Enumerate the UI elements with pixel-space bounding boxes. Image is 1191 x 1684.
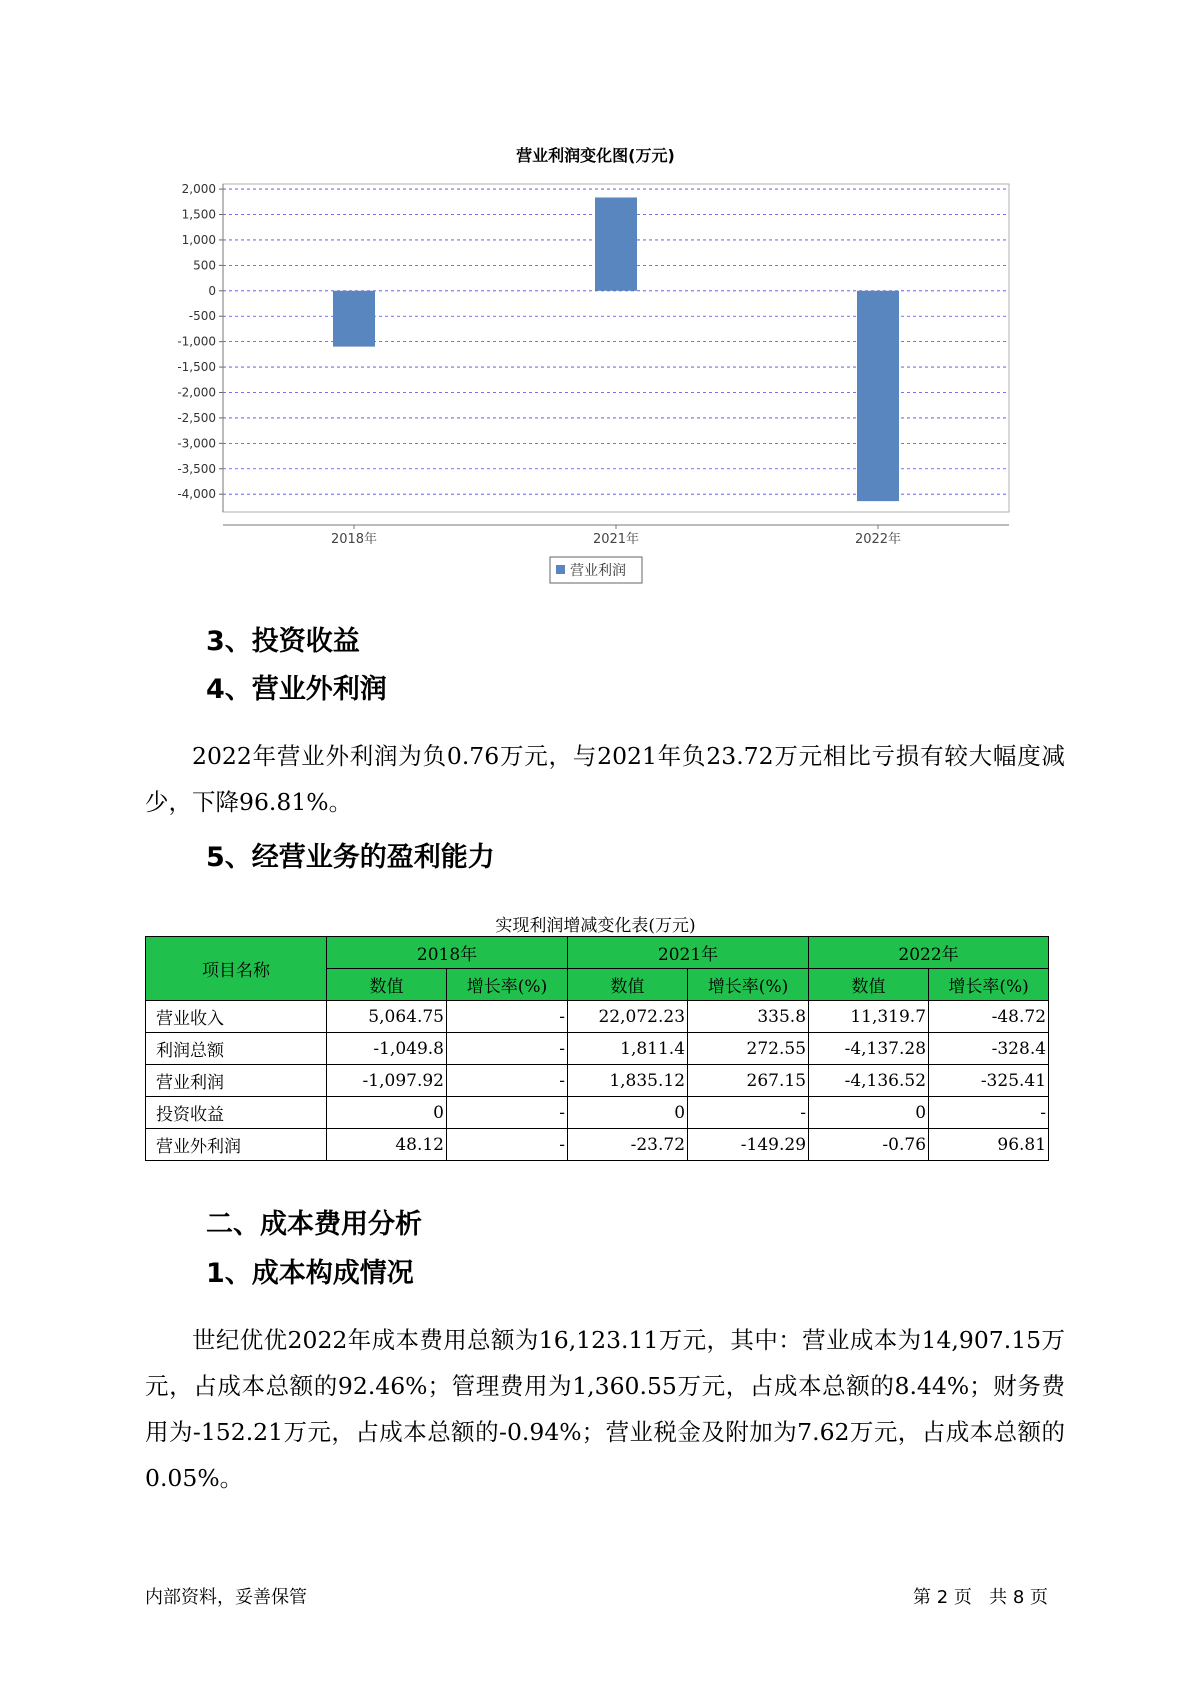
y-tick-label: -1,500 — [177, 360, 216, 375]
paragraph-non-operating-profit: 2022年营业外利润为负0.76万元，与2021年负23.72万元相比亏损有较大幅度减少，下降96.81%。 — [145, 742, 1065, 816]
cell-value: -1,097.92 — [327, 1065, 447, 1097]
table-row — [146, 1129, 1049, 1161]
row-item-name: 营业利润 — [146, 1065, 327, 1097]
cell-growth-rate: 96.81 — [929, 1129, 1049, 1161]
cell-growth-rate: - — [447, 1129, 568, 1161]
legend-swatch — [556, 565, 565, 574]
y-tick-label: 500 — [193, 258, 216, 273]
header-growth-rate: 增长率(%) — [688, 969, 809, 1001]
heading-investment-income: 3、投资收益 — [206, 626, 360, 657]
y-tick-label: -3,000 — [177, 436, 216, 451]
header-year: 2018年 — [327, 937, 568, 969]
table-caption: 实现利润增减变化表(万元) — [495, 916, 696, 936]
cell-value: -1,049.8 — [327, 1033, 447, 1065]
heading-cost-analysis: 二、成本费用分析 — [206, 1209, 422, 1240]
operating-profit-chart — [0, 0, 1191, 600]
cell-value: 0 — [809, 1097, 929, 1129]
heading-cost-composition: 1、成本构成情况 — [206, 1258, 414, 1289]
cell-growth-rate: 267.15 — [688, 1065, 809, 1097]
cell-value: 48.12 — [327, 1129, 447, 1161]
cell-value: -23.72 — [568, 1129, 688, 1161]
y-tick-label: 0 — [208, 283, 216, 298]
cell-growth-rate: 272.55 — [688, 1033, 809, 1065]
cell-growth-rate: - — [447, 1097, 568, 1129]
y-tick-label: 1,500 — [181, 207, 216, 222]
cell-growth-rate: - — [688, 1097, 809, 1129]
y-tick-label: -500 — [188, 309, 216, 324]
header-value: 数值 — [568, 969, 688, 1001]
table-row — [146, 1033, 1049, 1065]
legend-label: 营业利润 — [570, 563, 626, 579]
bar — [857, 291, 899, 501]
heading-non-operating-profit: 4、营业外利润 — [206, 674, 387, 705]
y-tick-label: -3,500 — [177, 461, 216, 476]
row-item-name: 投资收益 — [146, 1097, 327, 1129]
x-tick-label: 2021年 — [592, 532, 640, 547]
y-tick-label: 2,000 — [181, 182, 216, 197]
cell-value: 1,811.4 — [568, 1033, 688, 1065]
cell-growth-rate: - — [929, 1097, 1049, 1129]
bar — [333, 291, 375, 347]
cell-growth-rate: -149.29 — [688, 1129, 809, 1161]
table-row — [146, 1097, 1049, 1129]
table-row — [146, 1001, 1049, 1033]
cell-value: 22,072.23 — [568, 1001, 688, 1033]
cell-value: -0.76 — [809, 1129, 929, 1161]
header-growth-rate: 增长率(%) — [929, 969, 1049, 1001]
x-tick-label: 2022年 — [854, 532, 902, 547]
y-tick-label: -2,000 — [177, 385, 216, 400]
cell-value: 11,319.7 — [809, 1001, 929, 1033]
bar — [595, 197, 637, 290]
cell-value: 0 — [568, 1097, 688, 1129]
header-item-name: 项目名称 — [146, 937, 327, 1001]
y-tick-label: 1,000 — [181, 232, 216, 247]
row-item-name: 营业外利润 — [146, 1129, 327, 1161]
profit-change-table — [145, 936, 1049, 1161]
x-tick-label: 2018年 — [330, 532, 378, 547]
row-item-name: 利润总额 — [146, 1033, 327, 1065]
cell-growth-rate: - — [447, 1065, 568, 1097]
header-value: 数值 — [809, 969, 929, 1001]
cell-value: 0 — [327, 1097, 447, 1129]
cell-growth-rate: - — [447, 1001, 568, 1033]
footer-page-number: 第 2 页 共 8 页 — [913, 1587, 1048, 1608]
table-row — [146, 1065, 1049, 1097]
cell-growth-rate: 335.8 — [688, 1001, 809, 1033]
row-item-name: 营业收入 — [146, 1001, 327, 1033]
paragraph-cost-composition: 世纪优优2022年成本费用总额为16,123.11万元，其中：营业成本为14,907.15万元，占成本总额的92.46%；管理费用为1,360.55万元，占成本总额的8.44%；财务费用为-152.21万元，占成本总额的-0.94%；营业税金及附加为7.62万元，占成本总额的0.05%。 — [145, 1326, 1065, 1492]
y-tick-label: -1,000 — [177, 334, 216, 349]
header-growth-rate: 增长率(%) — [447, 969, 568, 1001]
cell-growth-rate: -328.4 — [929, 1033, 1049, 1065]
header-value: 数值 — [327, 969, 447, 1001]
chart-title: 营业利润变化图(万元) — [516, 146, 675, 165]
cell-value: -4,136.52 — [809, 1065, 929, 1097]
cell-value: 1,835.12 — [568, 1065, 688, 1097]
footer-confidential: 内部资料，妥善保管 — [145, 1587, 307, 1608]
y-tick-label: -4,000 — [177, 487, 216, 502]
header-year: 2022年 — [809, 937, 1049, 969]
cell-growth-rate: -325.41 — [929, 1065, 1049, 1097]
heading-profitability: 5、经营业务的盈利能力 — [206, 842, 495, 873]
cell-growth-rate: -48.72 — [929, 1001, 1049, 1033]
header-year: 2021年 — [568, 937, 809, 969]
y-tick-label: -2,500 — [177, 410, 216, 425]
cell-value: -4,137.28 — [809, 1033, 929, 1065]
cell-value: 5,064.75 — [327, 1001, 447, 1033]
cell-growth-rate: - — [447, 1033, 568, 1065]
